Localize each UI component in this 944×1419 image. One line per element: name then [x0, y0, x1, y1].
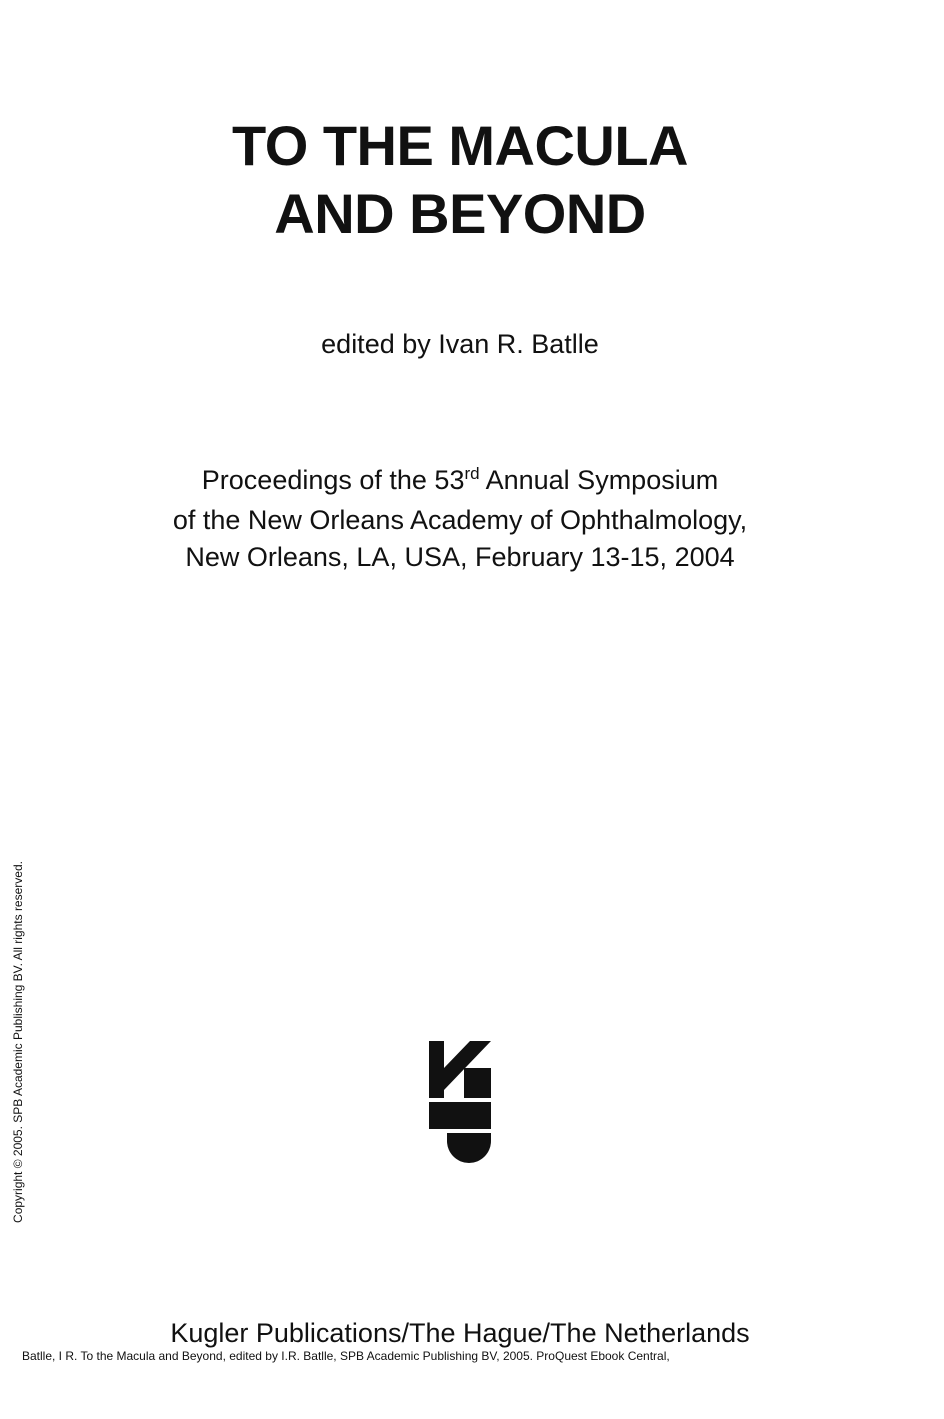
book-title: [0, 112, 920, 248]
proceedings-line-2: of the New Orleans Academy of Ophthalmology,: [172, 505, 748, 535]
kugler-logo-icon: [429, 1041, 491, 1164]
proceedings-line-3: New Orleans, LA, USA, February 13-15, 2004: [185, 542, 735, 572]
proceedings-line-1: [0, 462, 920, 502]
book-title-line-1: TO THE MACULA: [232, 114, 688, 177]
proceedings-line-1-prefix: Proceedings of the 53: [201, 465, 465, 495]
proceedings-info: [0, 462, 920, 576]
editor-credit: edited by Ivan R. Batlle: [321, 329, 599, 359]
ordinal-suffix: rd: [464, 464, 480, 483]
proceedings-line-1-suffix: Annual Symposium: [479, 465, 719, 495]
book-title-line-2: AND BEYOND: [274, 182, 646, 245]
side-copyright-text: Copyright © 2005. SPB Academic Publishing BV. All rights reserved.: [11, 861, 25, 1223]
citation-footer: Batlle, I R. To the Macula and Beyond, edited by I.R. Batlle, SPB Academic Publishing BV, 2005. ProQuest Ebook Central,: [22, 1349, 670, 1363]
publisher-line: Kugler Publications/The Hague/The Netherlands: [170, 1318, 750, 1348]
